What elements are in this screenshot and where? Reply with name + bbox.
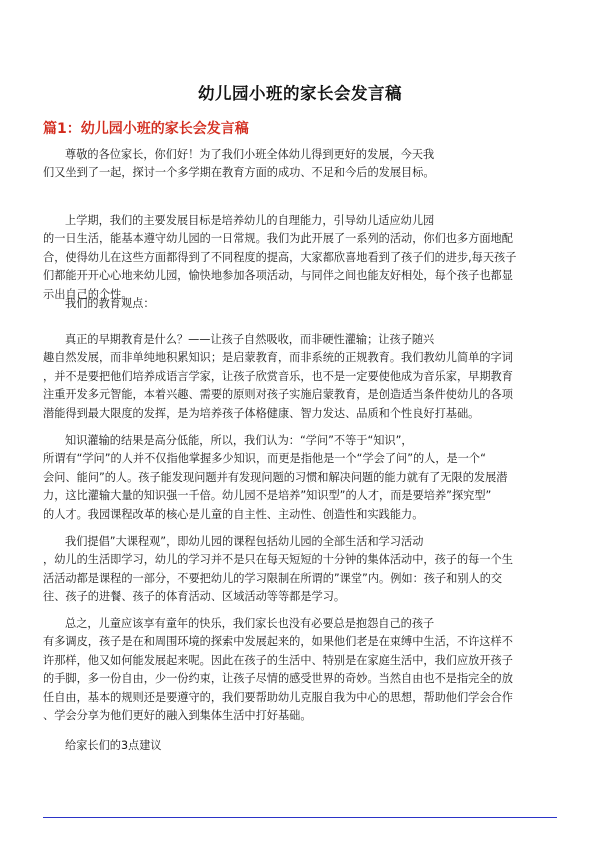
paragraph-line: 注重开发多元智能，本着兴趣、需要的原则对孩子实施启蒙教育，是创造适当条件使幼儿的各项 (43, 388, 513, 402)
paragraph (43, 146, 557, 183)
paragraph (43, 331, 557, 423)
paragraph-line: 活活动都是课程的一部分，不要把幼儿的学习限制在所谓的”课堂”内。例如：孩子和别人的交 (43, 571, 503, 585)
paragraph-line: 上学期，我们的主要发展目标是培养幼儿的自理能力，引导幼儿适应幼儿园 (65, 214, 435, 227)
paragraph (43, 533, 557, 607)
paragraph-line: 有多调皮，孩子是在和周围环境的探索中发展起来的，如果他们老是在束缚中生活，不许这样不 (43, 635, 513, 649)
paragraph-line: 给家长们的3点建议 (65, 739, 162, 752)
paragraph-line: 我们提倡”大课程观”，即幼儿园的课程包括幼儿园的全部生活和学习活动 (65, 535, 424, 548)
paragraph-line: ，并不是要把他们培养成语言学家，让孩子欣赏音乐，也不是一定要使他成为音乐家，早期教育 (43, 369, 513, 383)
paragraph-line: 真正的早期教育是什么？——让孩子自然吸收，而非硬性灌输；让孩子随兴 (65, 333, 435, 346)
paragraph-line: ，幼儿的生活即学习，幼儿的学习并不是只在每天短短的十分钟的集体活动中，孩子的每一个生 (43, 553, 513, 567)
paragraph (43, 432, 557, 524)
paragraph-line: 我们的教育观点： (65, 297, 155, 310)
paragraph-line: 示出自己的个性。 (43, 287, 133, 301)
paragraph-line: 往、孩子的进餐、孩子的体育活动、区域活动等等都是学习。 (43, 590, 346, 604)
paragraph-line: 总之，儿童应该享有童年的快乐，我们家长也没有必要总是抱怨自己的孩子 (65, 617, 435, 630)
document-title: 幼儿园小班的家长会发言稿 (198, 84, 402, 103)
paragraph (43, 295, 557, 313)
paragraph-line: 知识灌输的结果是高分低能，所以，我们认为：“学问”不等于“知识”， (65, 434, 413, 447)
paragraph-line: 、学会分享为他们更好的融入到集体生活中打好基础。 (43, 709, 312, 723)
paragraph-line: 们又坐到了一起，探讨一个多学期在教育方面的成功、不足和今后的发展目标。 (43, 166, 435, 180)
paragraph-line: 尊敬的各位家长，你们好！为了我们小班全体幼儿得到更好的发展，今天我 (65, 148, 435, 161)
paragraph-line: 许那样，他又如何能发展起来呢。因此在孩子的生活中、特别是在家庭生活中，我们应放开孩子 (43, 653, 513, 667)
paragraph-line: 们都能开开心心地来幼儿园，愉快地参加各项活动，与同伴之间也能友好相处，每个孩子也都显 (43, 269, 513, 283)
paragraph-line: 力，这比灌输大量的知识强一千倍。幼儿园不是培养”知识型”的人才，而是要培养”探究型” (43, 489, 492, 503)
paragraph-line: 的一日生活，能基本遵守幼儿园的一日常规。我们为此开展了一系列的活动，你们也多方面地配 (43, 232, 513, 246)
footer-divider (43, 817, 557, 818)
paragraph (43, 737, 557, 755)
paragraph (43, 212, 557, 304)
paragraph-line: 趣自然发展，而非单纯地积累知识；是启蒙教育，而非系统的正规教育。我们教幼儿简单的字词 (43, 351, 513, 365)
paragraph-line: 所谓有“学问”的人并不仅指他掌握多少知识，而更是指他是一个“学会了问”的人，是一个“ (43, 452, 486, 466)
paragraph (43, 615, 557, 725)
paragraph-line: 潜能得到最大限度的发挥，是为培养孩子体格健康、智力发达、品质和个性良好打基础。 (43, 406, 480, 420)
section-heading: 篇1：幼儿园小班的家长会发言稿 (43, 121, 249, 137)
paragraph-line: 会问、能问”的人。孩子能发现问题并有发现问题的习惯和解决问题的能力就有了无限的发展潜 (43, 470, 508, 484)
paragraph-line: 的手脚，多一份自由，少一份约束，让孩子尽情的感受世界的奇妙。当然自由也不是指完全的放 (43, 672, 513, 686)
paragraph-line: 合，使得幼儿在这些方面都得到了不同程度的提高，大家都欣喜地看到了孩子们的进步,每天孩子 (43, 250, 517, 264)
paragraph-line: 的人才。我园课程改革的核心是儿童的自主性、主动性、创造性和实践能力。 (43, 507, 424, 521)
paragraph-line: 任自由，基本的规则还是要遵守的，我们要帮助幼儿克服自我为中心的思想，帮助他们学会合作 (43, 690, 513, 704)
